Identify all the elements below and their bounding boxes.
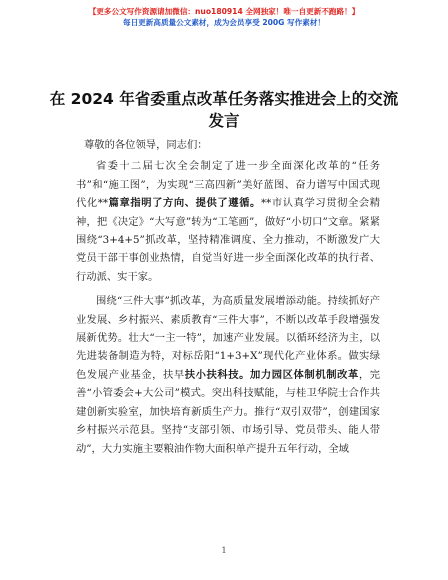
document-title: 在 2024 年省委重点改革任务落实推进会上的交流发言 <box>49 90 399 130</box>
promo-line-2: 每日更新高质量公文素材，成为会员享受 200G 写作素材！ <box>122 18 326 27</box>
paragraph-2-bold: 扶小扶科技。加力园区体制机制改革 <box>184 368 359 381</box>
paragraph-2-text-b: ，完善“小管委会+大公司”模式。突出科技赋能，与桂卫华院士合作共建创新实验室，加快培育新质生产力。推行“双引双带”，创建国家乡村振兴示范县。坚持“支部引领、市场引导、党员带头、能人带动”，大力实施主要粮油作物大面积单产提升五年行动，全域 <box>76 368 381 455</box>
paragraph-1 <box>76 157 380 286</box>
salutation: 尊敬的各位领导，同志们： <box>84 139 208 151</box>
paragraph-1-bold: 篇章指明了方向、提供了遵循。 <box>108 197 261 210</box>
document-body <box>76 136 380 458</box>
page-number: 1 <box>221 546 227 555</box>
paragraph-2-text-a: 围绕“三件大事”抓改革，为高质量发展增添动能。持续抓好产业发展、乡村振兴、素质教育“三件大事”，不断以改革手段增强发展新优势。壮大“一主一特”，加速产业发展。以循环经济为主，以先进装备制造为特，对标岳阳“1+3+X”现代化产业体系。做实绿色发展产业基金，扶早 <box>76 295 380 381</box>
paragraph-1-text-b: **市认真学习贯彻全会精神，把《决定》“大写意”转为“工笔画”，做好“小切口”文章。紧紧围绕“3+4+5”抓改革，坚持精准调度、全力推动，不断激发广大党员干部干事创业热情，自觉当好进一步全面深化改革的执行者、行动派、实干家。 <box>76 197 381 283</box>
paragraph-2 <box>76 292 380 458</box>
promo-banner <box>0 6 448 28</box>
paragraph-1-text-a: 省委十二届七次全会制定了进一步全面深化改革的“任务书”和“施工图”，为实现“三高四新”美好蓝图、奋力谱写中国式现代化** <box>76 160 380 210</box>
promo-line-1: 【更多公文写作资源请加微信：nuo180914 全网独家！唯一自更新不跑路！】 <box>88 7 360 16</box>
